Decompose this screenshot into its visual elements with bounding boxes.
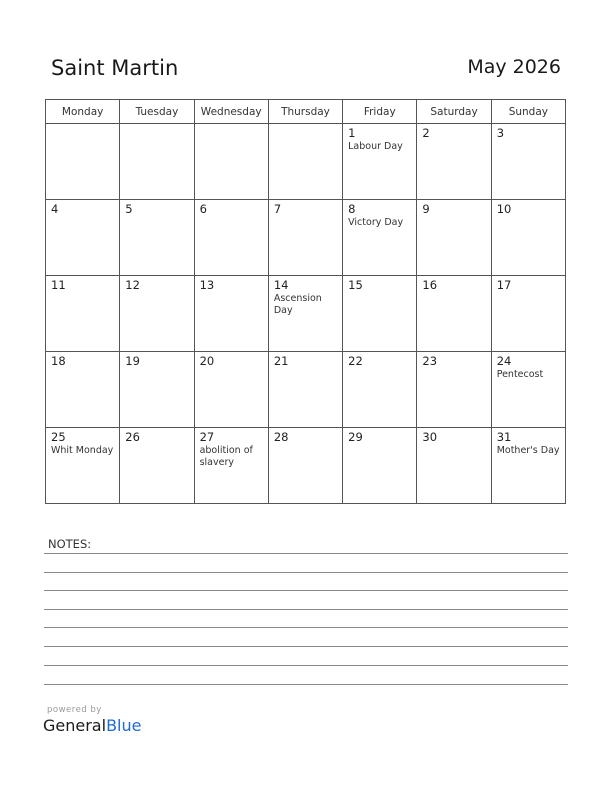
week-row	[46, 276, 566, 352]
day-number: 19	[125, 354, 140, 368]
holiday-label	[343, 444, 416, 445]
notes-line	[44, 684, 568, 685]
weekday-header: Monday	[46, 100, 120, 124]
day-number: 8	[348, 202, 356, 216]
day-cell	[417, 200, 491, 276]
week-row	[46, 124, 566, 200]
notes-line	[44, 572, 568, 573]
day-number: 22	[348, 354, 363, 368]
holiday-label: Pentecost	[496, 369, 544, 380]
day-number: 31	[496, 430, 512, 444]
holiday-label	[417, 444, 490, 445]
day-cell	[46, 428, 120, 504]
holiday-label	[195, 216, 268, 217]
holiday-label	[417, 216, 490, 217]
day-cell	[46, 200, 120, 276]
day-cell	[491, 428, 565, 504]
notes-line	[44, 627, 568, 628]
day-cell	[343, 276, 417, 352]
day-number: 5	[125, 202, 133, 216]
day-cell	[268, 276, 342, 352]
calendar-grid	[45, 99, 566, 504]
day-cell	[194, 428, 268, 504]
holiday-label	[195, 368, 268, 369]
holiday-label	[492, 216, 565, 217]
weekday-header: Wednesday	[194, 100, 268, 124]
day-cell	[343, 352, 417, 428]
holiday-label: Labour Day	[348, 141, 403, 152]
day-cell	[194, 200, 268, 276]
weekday-header: Tuesday	[120, 100, 194, 124]
holiday-label	[269, 216, 342, 217]
brand-blue: Blue	[106, 716, 142, 735]
generalblue-logo	[43, 716, 141, 735]
holiday-label	[46, 216, 119, 217]
day-number: 1	[348, 126, 356, 140]
holiday-label	[195, 126, 268, 127]
day-cell	[417, 276, 491, 352]
day-cell	[491, 276, 565, 352]
day-cell	[194, 352, 268, 428]
holiday-label	[343, 292, 416, 293]
day-number: 17	[496, 278, 512, 292]
day-number: 15	[348, 278, 363, 292]
day-number: 6	[199, 202, 207, 216]
holiday-label: Mother's Day	[496, 445, 560, 456]
holiday-label	[343, 368, 416, 369]
week-row	[46, 352, 566, 428]
day-number: 3	[496, 126, 505, 140]
day-cell	[268, 428, 342, 504]
notes-line	[44, 590, 568, 591]
day-number: 27	[199, 430, 215, 444]
day-cell	[46, 124, 120, 200]
day-cell	[120, 200, 194, 276]
day-cell	[120, 428, 194, 504]
holiday-label	[120, 216, 193, 217]
holiday-label	[269, 368, 342, 369]
notes-line	[44, 553, 568, 554]
day-cell	[417, 124, 491, 200]
day-number: 12	[125, 278, 140, 292]
day-number: 11	[51, 278, 66, 292]
holiday-label	[417, 368, 490, 369]
day-cell	[343, 124, 417, 200]
holiday-label: Victory Day	[348, 217, 404, 228]
holiday-label: Ascension Day	[273, 293, 322, 316]
day-cell	[194, 276, 268, 352]
holiday-label	[120, 292, 193, 293]
weekday-header: Friday	[343, 100, 417, 124]
day-number: 18	[51, 354, 66, 368]
day-cell	[343, 200, 417, 276]
day-number: 21	[273, 354, 289, 368]
day-number: 13	[199, 278, 215, 292]
holiday-label	[46, 292, 119, 293]
holiday-label	[492, 140, 565, 141]
day-number: 23	[422, 354, 438, 368]
day-cell	[46, 352, 120, 428]
holiday-label	[417, 292, 490, 293]
day-number: 14	[273, 278, 289, 292]
day-number: 26	[125, 430, 140, 444]
day-number: 10	[496, 202, 512, 216]
day-number: 2	[422, 126, 430, 140]
holiday-label	[417, 140, 490, 141]
holiday-label	[46, 126, 119, 127]
day-number: 4	[51, 202, 59, 216]
brand-general: General	[43, 716, 107, 735]
week-row	[46, 200, 566, 276]
notes-label: NOTES:	[48, 537, 92, 551]
day-cell	[491, 124, 565, 200]
holiday-label	[120, 368, 193, 369]
day-cell	[120, 124, 194, 200]
day-cell	[120, 276, 194, 352]
calendar-title: Saint Martin	[51, 56, 179, 80]
notes-line	[44, 646, 568, 647]
notes-line	[44, 665, 568, 666]
day-cell	[417, 352, 491, 428]
day-number: 28	[273, 430, 289, 444]
day-cell	[194, 124, 268, 200]
holiday-label	[120, 444, 193, 445]
holiday-label	[195, 292, 268, 293]
holiday-label: abolition of slavery	[199, 445, 253, 468]
day-cell	[268, 124, 342, 200]
day-number: 29	[348, 430, 363, 444]
day-cell	[417, 428, 491, 504]
weekday-header: Saturday	[417, 100, 491, 124]
day-cell	[46, 276, 120, 352]
day-cell	[343, 428, 417, 504]
day-cell	[268, 352, 342, 428]
notes-line	[44, 609, 568, 610]
day-number: 20	[199, 354, 215, 368]
holiday-label	[492, 292, 565, 293]
holiday-label: Whit Monday	[51, 445, 114, 456]
day-cell	[268, 200, 342, 276]
week-row	[46, 428, 566, 504]
holiday-label	[269, 126, 342, 127]
day-number: 9	[422, 202, 430, 216]
weekday-header: Thursday	[268, 100, 342, 124]
holiday-label	[269, 444, 342, 445]
weekday-header-row	[46, 100, 566, 124]
holiday-label	[46, 368, 119, 369]
day-number: 24	[496, 354, 512, 368]
day-number: 25	[51, 430, 66, 444]
day-number: 16	[422, 278, 438, 292]
day-cell	[120, 352, 194, 428]
powered-by-text: powered by	[47, 705, 102, 715]
day-cell	[491, 200, 565, 276]
day-cell	[491, 352, 565, 428]
day-number: 7	[273, 202, 282, 216]
holiday-label	[120, 126, 193, 127]
month-label: May 2026	[467, 56, 561, 78]
day-number: 30	[422, 430, 438, 444]
weekday-header: Sunday	[491, 100, 565, 124]
